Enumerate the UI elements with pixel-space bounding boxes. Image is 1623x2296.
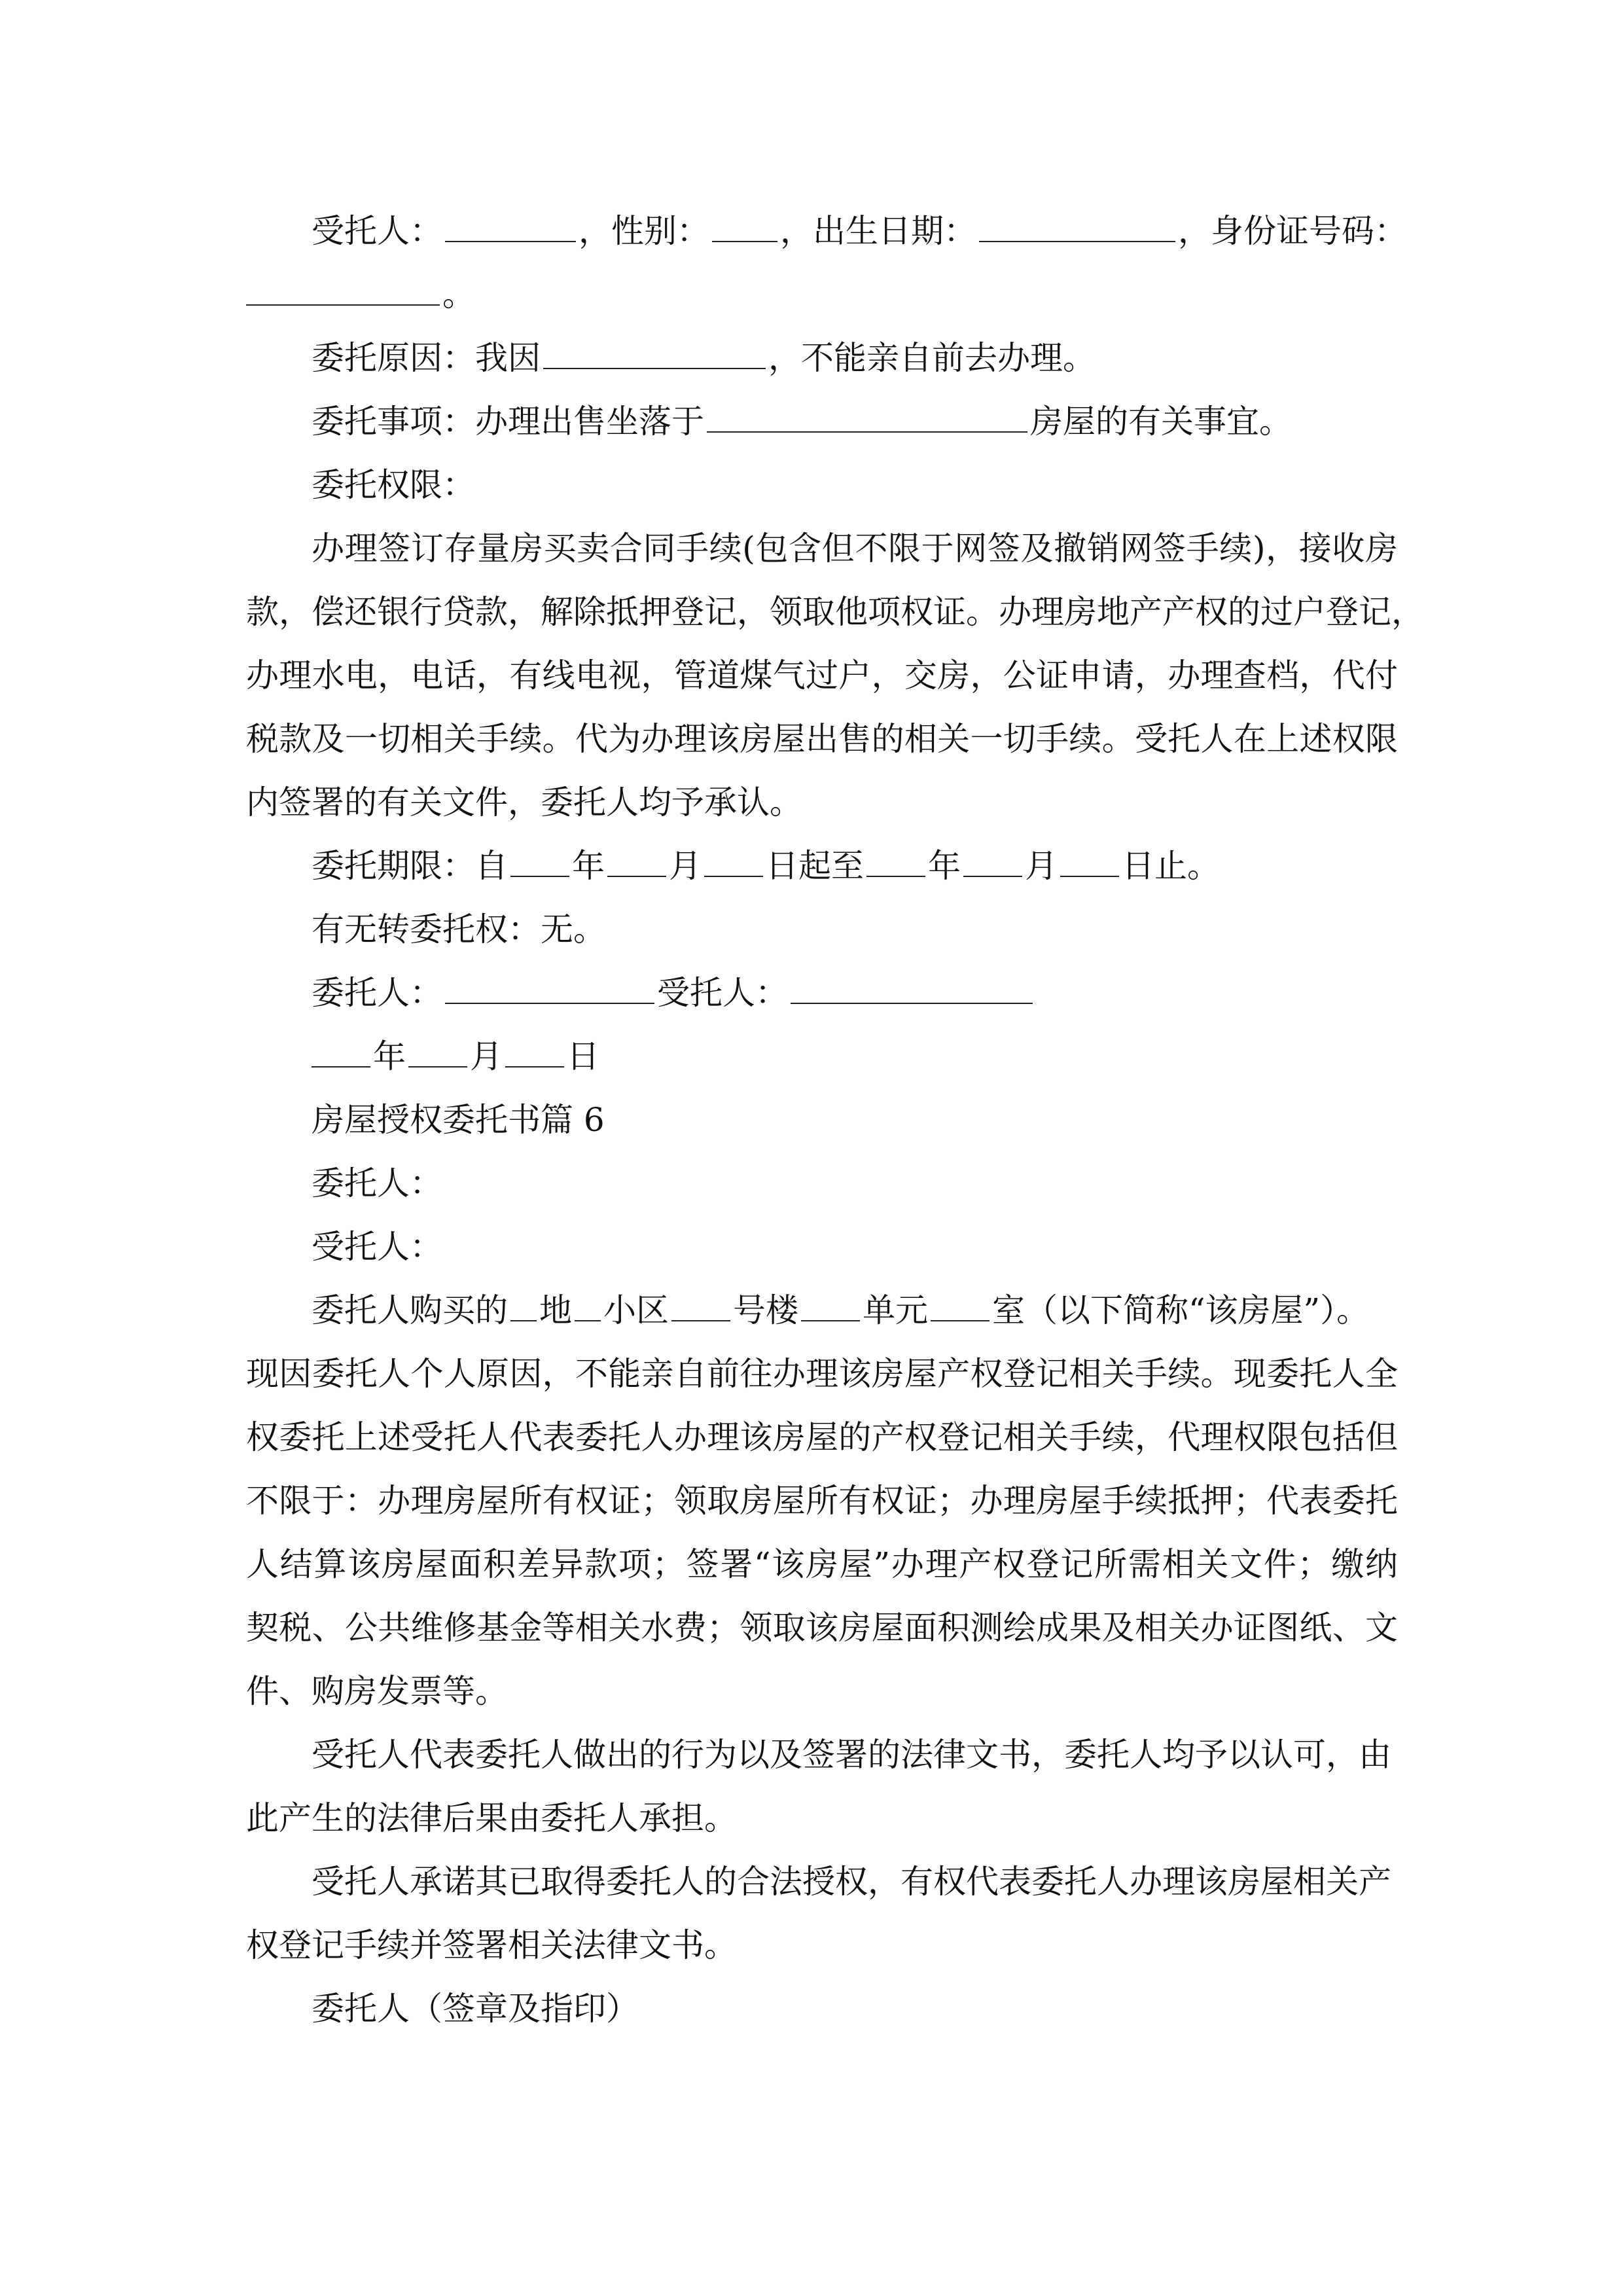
principal-signature-blank (445, 973, 654, 1004)
id-number-label: ，身份证号码： (1178, 212, 1407, 250)
authority-label: 委托权限： (312, 466, 475, 504)
body-text-line: 权委托上述受托人代表委托人办理该房屋的产权登记相关手续，代理权限包括但 (246, 1418, 1398, 1456)
agent-label-2: 受托人： (312, 1228, 442, 1266)
authority-text-line: 款，偿还银行贷款，解除抵押登记，领取他项权证。办理房地产产权的过户登记， (246, 593, 1424, 631)
authority-text-line: 办理水电，电话，有线电视，管道煤气过户，交房，公证申请，办理查档，代付 (246, 656, 1398, 694)
body-text-line: 契税、公共维修基金等相关水费；领取该房屋面积测绘成果及相关办证图纸、文 (246, 1609, 1398, 1647)
acts-text-line: 受托人代表委托人做出的行为以及签署的法律文书，委托人均予以认可，由 (312, 1736, 1391, 1774)
matter-line: 委托事项：办理出售坐落于 房屋的有关事宜。 (312, 403, 1292, 440)
promise-text-line: 权登记手续并签署相关法律文书。 (246, 1926, 737, 1964)
body-text-line: 现因委托人个人原因，不能亲自前往办理该房屋产权登记相关手续。现委托人全 (246, 1355, 1398, 1393)
reason-line: 委托原因：我因 ，不能亲自前去办理。 (312, 339, 1096, 377)
gender-label: ，性别： (579, 212, 709, 250)
id-number-line: 。 (246, 263, 475, 327)
body-text-line: 人结算该房屋面积差异款项；签署“该房屋”办理产权登记所需相关文件；缴纳 (246, 1545, 1398, 1583)
body-text-line: 不限于：办理房屋所有权证；领取房屋所有权证；办理房屋手续抵押；代表委托 (246, 1482, 1398, 1520)
address-blank (707, 402, 1027, 433)
transfer-line: 有无转委托权：无。 (312, 910, 606, 948)
agent-label: 受托人： (312, 212, 442, 250)
acts-text-line: 此产生的法律后果由委托人承担。 (246, 1799, 737, 1837)
period-line: 委托期限：自 年 月 日起至 年 月 日止。 (312, 847, 1220, 885)
body-text-line: 件、购房发票等。 (246, 1672, 508, 1710)
principal-signature-label: 委托人（签章及指印） (312, 1990, 639, 2028)
agent-info-line (312, 200, 1407, 263)
promise-text-line: 受托人承诺其已取得委托人的合法授权，有权代表委托人办理该房屋相关产 (312, 1863, 1391, 1901)
signature-line: 委托人： 受托人： (312, 961, 1035, 1025)
birthdate-blank (979, 211, 1175, 242)
reason-blank (543, 338, 766, 369)
purchase-line: 委托人购买的 地 小区 号楼 单元 室（以下简称“该房屋”）。 (312, 1291, 1370, 1329)
authority-text-line: 内签署的有关文件，委托人均予承认。 (246, 783, 802, 821)
authority-text-line: 办理签订存量房买卖合同手续(包含但不限于网签及撤销网签手续)，接收房 (312, 529, 1398, 567)
name-blank (445, 211, 576, 242)
agent-signature-blank (791, 973, 1033, 1004)
gender-blank (712, 211, 777, 242)
principal-label: 委托人： (312, 1164, 442, 1202)
birthdate-label: ，出生日期： (780, 212, 976, 250)
section-title: 房屋授权委托书篇 6 (312, 1101, 605, 1139)
date-line: 年 月 日 (312, 1025, 599, 1088)
authority-text-line: 税款及一切相关手续。代为办理该房屋出售的相关一切手续。受托人在上述权限 (246, 720, 1398, 758)
id-number-blank (246, 275, 440, 306)
